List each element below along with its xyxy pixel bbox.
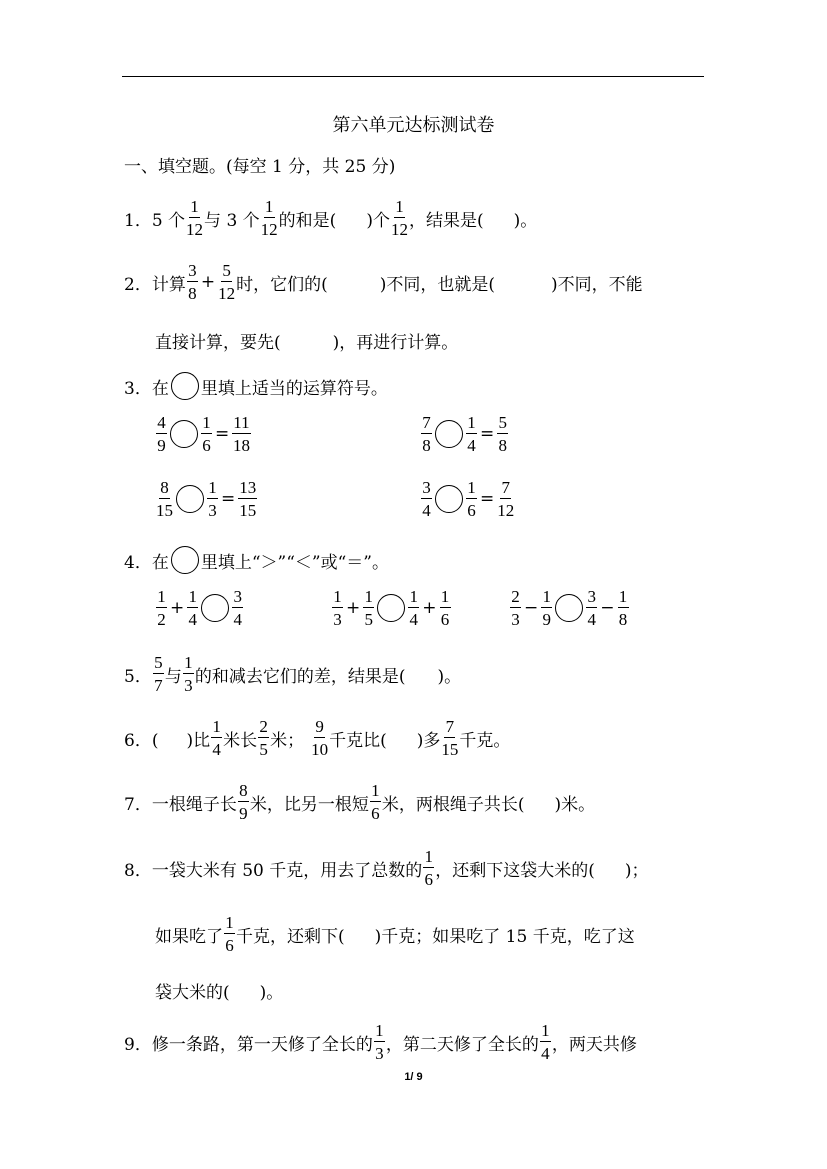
q8-text-g: 袋大米的( (155, 983, 230, 1003)
fraction-numerator: 1 (188, 587, 197, 606)
answer-circle-icon[interactable] (435, 485, 463, 513)
q8-text-h: )。 (259, 983, 284, 1003)
q5-text-b: 与 (164, 666, 182, 687)
fraction-numerator: 3 (233, 587, 242, 606)
fraction-denominator: 12 (186, 220, 204, 239)
fraction-numerator: 1 (364, 587, 373, 606)
fraction (232, 588, 243, 628)
fraction-numerator: 1 (541, 1021, 550, 1040)
fraction (370, 782, 381, 822)
fraction-denominator: 3 (333, 610, 342, 629)
fraction-numerator: 1 (375, 1021, 384, 1040)
q3-item-3 (155, 479, 258, 519)
fraction-numerator: 1 (157, 587, 166, 606)
equals-sign: = (480, 489, 495, 509)
page-title: 第六单元达标测试卷 (332, 115, 495, 136)
q8-text-b: ，还剩下这袋大米的( (435, 860, 595, 881)
fraction (187, 588, 198, 628)
fraction-denominator: 2 (157, 610, 166, 629)
fraction-numerator: 1 (264, 197, 274, 216)
fraction (211, 718, 222, 758)
fraction-numerator: 1 (225, 913, 234, 932)
question-1 (124, 198, 537, 238)
fraction-numerator: 7 (445, 717, 455, 736)
equals-sign: = (221, 489, 236, 509)
fraction-numerator: 1 (395, 197, 404, 216)
q9-text-c: ，两天共修 (551, 1034, 637, 1055)
fraction-numerator: 1 (542, 587, 551, 606)
q3-item-2 (420, 414, 509, 454)
fraction (258, 718, 269, 758)
q3-text-b: 里填上适当的运算符号。 (200, 378, 388, 399)
fraction-denominator: 9 (239, 804, 248, 823)
fraction-numerator: 1 (202, 413, 211, 432)
q7-text-b: 米，比另一根短 (249, 794, 369, 815)
q2-fraction-2 (218, 262, 235, 302)
fraction (510, 588, 521, 628)
q9-text-a: 9．修一条路，第一天修了全长的 (124, 1034, 373, 1055)
fraction-denominator: 5 (364, 610, 373, 629)
minus-sign: − (600, 598, 615, 618)
fraction-denominator: 12 (260, 220, 278, 239)
fraction-denominator: 4 (212, 740, 221, 759)
fraction-numerator: 1 (371, 781, 380, 800)
q8-text-f: )千克；如果吃了 15 千克，吃了这 (374, 926, 635, 947)
q1-text-d: )个 (366, 210, 390, 231)
fraction (207, 479, 218, 519)
fraction (540, 1022, 551, 1062)
answer-circle-icon[interactable] (555, 594, 583, 622)
fraction-denominator: 4 (409, 610, 418, 629)
q8-text-e: 千克，还剩下( (236, 926, 345, 947)
q5-text-d: )。 (437, 666, 462, 687)
fraction-numerator: 3 (188, 261, 197, 280)
q6-text-e: 千克比( (329, 730, 387, 751)
answer-circle-icon[interactable] (176, 485, 204, 513)
fraction-denominator: 8 (618, 610, 628, 629)
fraction (224, 914, 235, 954)
fraction (618, 588, 629, 628)
fraction-denominator: 9 (542, 610, 551, 629)
q6-text-a: 6．( (124, 730, 159, 751)
fraction-numerator: 1 (333, 587, 342, 606)
q5-text-c: 的和减去它们的差，结果是( (194, 666, 406, 687)
fraction (156, 588, 167, 628)
fraction-numerator: 1 (467, 413, 476, 432)
section-heading-text: 一、填空题。(每空 1 分，共 25 分) (124, 157, 396, 177)
fraction-numerator: 7 (422, 413, 431, 432)
q7-text-c: 米，两根绳子共长( (381, 794, 525, 815)
question-2-cont (155, 328, 458, 353)
q1-fraction-3 (391, 198, 408, 238)
fraction (586, 588, 597, 628)
fraction-numerator: 1 (190, 197, 199, 216)
plus-sign: + (346, 598, 361, 618)
minus-sign: − (524, 598, 539, 618)
fraction (183, 654, 194, 694)
fraction (440, 588, 451, 628)
fraction-numerator: 1 (184, 653, 193, 672)
question-3 (124, 372, 388, 400)
equals-sign: = (215, 424, 230, 444)
fraction-numerator: 1 (208, 478, 217, 497)
fraction-numerator: 11 (233, 413, 250, 432)
fraction-denominator: 8 (188, 284, 197, 303)
q6-text-f: )多 (416, 730, 441, 751)
q2-text-b: 时，它们的( (236, 274, 328, 295)
fraction-denominator: 5 (259, 740, 268, 759)
fraction-numerator: 1 (409, 587, 418, 606)
equals-sign: = (480, 424, 495, 444)
q7-text-d: )米。 (554, 794, 596, 815)
question-8-cont-1 (155, 914, 635, 954)
fraction (201, 414, 212, 454)
q4-text-b: 里填上“＞”“＜”或“＝”。 (200, 552, 389, 573)
header-rule (122, 76, 704, 77)
q1-text-b: 与 3 个 (204, 210, 260, 231)
fraction-denominator: 15 (441, 740, 459, 759)
fraction-denominator: 7 (154, 676, 163, 695)
answer-circle-icon[interactable] (201, 594, 229, 622)
fraction-denominator: 3 (511, 610, 520, 629)
q1-text-c: 的和是( (278, 210, 337, 231)
fraction-denominator: 6 (440, 610, 450, 629)
fraction (238, 479, 257, 519)
answer-circle-icon (171, 372, 199, 400)
q2-text-f: )，再进行计算。 (332, 333, 459, 353)
fraction (156, 414, 167, 454)
fraction-denominator: 12 (218, 284, 236, 303)
fraction (497, 414, 508, 454)
fraction-denominator: 12 (390, 220, 408, 239)
q4-item-1 (155, 588, 244, 628)
fraction-numerator: 1 (424, 847, 434, 866)
fraction (232, 414, 250, 454)
q2-text-d: )不同，不能 (550, 274, 643, 295)
fraction-denominator: 3 (375, 1044, 384, 1063)
q1-fraction-2 (261, 198, 278, 238)
q6-text-b: )比 (186, 730, 211, 751)
question-4 (124, 546, 389, 574)
q4-text-a: 4．在 (124, 552, 169, 573)
q8-text-d: 如果吃了 (155, 926, 223, 947)
fraction-denominator: 4 (422, 501, 431, 520)
q8-text-a: 8．一袋大米有 50 千克，用去了总数的 (124, 860, 423, 881)
question-6 (124, 718, 510, 758)
fraction (497, 479, 514, 519)
fraction-numerator: 5 (154, 653, 163, 672)
q2-fraction-1 (187, 262, 198, 302)
fraction-denominator: 4 (587, 610, 596, 629)
q1-text-a: 1．5 个 (124, 210, 186, 231)
fraction-denominator: 4 (188, 610, 197, 629)
q1-text-e: ，结果是( (408, 210, 484, 231)
fraction-numerator: 1 (440, 587, 450, 606)
fraction-numerator: 1 (467, 478, 476, 497)
fraction (466, 479, 477, 519)
q6-text-c: 米长 (223, 730, 258, 751)
fraction-denominator: 3 (208, 501, 217, 520)
fraction-numerator: 5 (498, 413, 507, 432)
fraction (156, 479, 173, 519)
page-number: 1/ 9 (404, 1071, 423, 1083)
plus-sign: + (200, 272, 216, 292)
fraction-denominator: 4 (541, 1044, 550, 1063)
q4-item-2 (331, 588, 452, 628)
q6-text-g: 千克。 (459, 730, 511, 751)
fraction-numerator: 4 (157, 413, 166, 432)
fraction-numerator: 8 (160, 478, 169, 497)
fraction-denominator: 6 (371, 804, 380, 823)
question-8 (124, 848, 649, 888)
answer-circle-icon[interactable] (377, 594, 405, 622)
q7-text-a: 7．一根绳子长 (124, 794, 237, 815)
fraction (421, 414, 432, 454)
fraction-numerator: 9 (315, 717, 324, 736)
fraction-denominator: 4 (467, 436, 476, 455)
fraction-numerator: 5 (222, 261, 231, 280)
question-9 (124, 1022, 637, 1062)
fraction-denominator: 8 (498, 436, 507, 455)
q6-text-d: 米； (270, 730, 305, 751)
plus-sign: + (170, 598, 185, 618)
fraction-denominator: 8 (422, 436, 431, 455)
q2-text-c: )不同，也就是( (379, 274, 495, 295)
q1-text-f: )。 (513, 210, 538, 231)
fraction (363, 588, 374, 628)
fraction (541, 588, 552, 628)
fraction-numerator: 1 (212, 717, 221, 736)
fraction-denominator: 12 (497, 501, 515, 520)
question-7 (124, 782, 595, 822)
fraction-denominator: 3 (184, 676, 193, 695)
q1-fraction-1 (186, 198, 203, 238)
q2-text-a: 2．计算 (124, 274, 186, 295)
answer-circle-icon[interactable] (170, 420, 198, 448)
fraction-numerator: 3 (587, 587, 596, 606)
fraction-denominator: 4 (233, 610, 242, 629)
q3-item-4 (420, 479, 515, 519)
fraction (421, 479, 432, 519)
fraction-denominator: 6 (424, 870, 434, 889)
fraction (423, 848, 434, 888)
fraction-numerator: 8 (239, 781, 248, 800)
fraction (311, 718, 328, 758)
q3-item-1 (155, 414, 252, 454)
fraction-numerator: 3 (422, 478, 431, 497)
fraction-denominator: 9 (157, 436, 166, 455)
plus-sign: + (422, 598, 437, 618)
q2-text-e: 直接计算，要先( (155, 333, 281, 353)
fraction (238, 782, 249, 822)
q5-text-a: 5． (124, 666, 152, 687)
fraction (153, 654, 164, 694)
question-5 (124, 654, 461, 694)
fraction (374, 1022, 385, 1062)
q8-text-c: )； (624, 860, 649, 881)
fraction-numerator: 2 (259, 717, 268, 736)
fraction-numerator: 7 (501, 478, 510, 497)
fraction-denominator: 15 (239, 501, 257, 520)
question-8-cont-2 (155, 978, 283, 1003)
section-heading (124, 152, 395, 177)
fraction-numerator: 1 (618, 587, 628, 606)
q9-text-b: ，第二天修了全长的 (385, 1034, 539, 1055)
fraction (332, 588, 343, 628)
fraction (441, 718, 458, 758)
fraction-numerator: 13 (239, 478, 257, 497)
fraction-denominator: 6 (202, 436, 211, 455)
fraction (408, 588, 419, 628)
fraction (466, 414, 477, 454)
q3-text-a: 3．在 (124, 378, 169, 399)
fraction-numerator: 2 (511, 587, 520, 606)
fraction-denominator: 6 (467, 501, 476, 520)
q4-item-3 (509, 588, 630, 628)
fraction-denominator: 10 (311, 740, 329, 759)
fraction-denominator: 15 (156, 501, 173, 520)
answer-circle-icon (171, 546, 199, 574)
fraction-denominator: 6 (225, 936, 234, 955)
fraction-denominator: 18 (232, 436, 250, 455)
question-2 (124, 262, 643, 302)
answer-circle-icon[interactable] (435, 420, 463, 448)
